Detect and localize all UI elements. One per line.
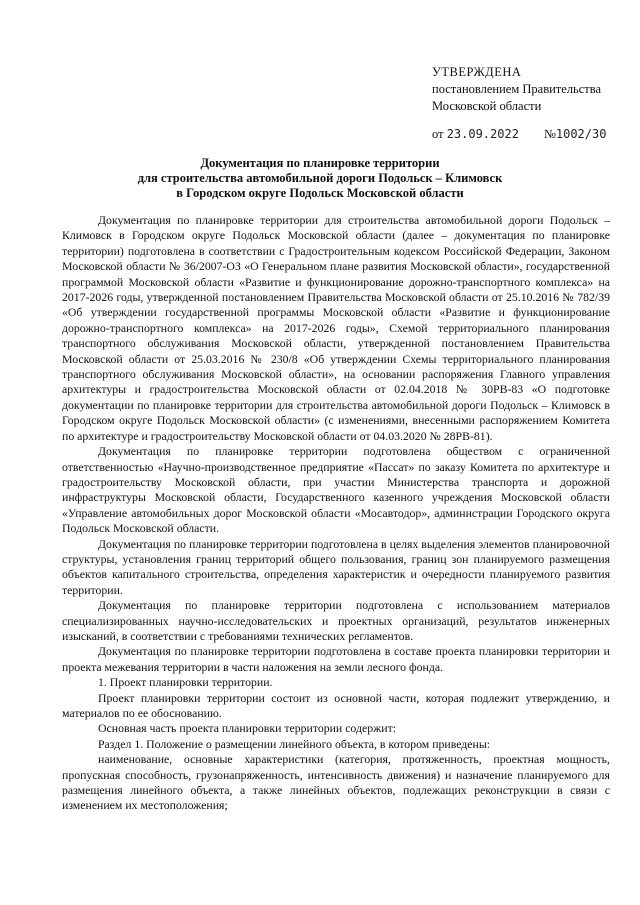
- document-body: [62, 213, 610, 814]
- title-line-3: в Городском округе Подольск Московской области: [176, 186, 464, 200]
- paragraph: Основная часть проекта планировки территории содержит:: [98, 721, 397, 736]
- approval-region: Московской области: [432, 99, 542, 113]
- paragraph: Проект планировки территории состоит из основной части, которая подлежит утверждению, и материалов по ее обоснованию.: [62, 690, 610, 720]
- order-reference: [432, 127, 606, 142]
- paragraph: наименование, основные характеристики (категория, протяженность, проектная мощность, пропускная способность, грузонапряженность, интенсивность движения) и назначение планируемого для размещения линейного объекта, а также линейных объектов, подлежащих реконструкции в связи с изменением их местоположения;: [62, 752, 610, 813]
- paragraph: Документация по планировке территории подготовлена в целях выделения элементов планировочной структуры, установления границ территорий общего пользования, границ зон планируемого размещения объектов капитального строительства, определения характеристик и очередности планируемого развития территории.: [62, 536, 610, 597]
- approval-authority: постановлением Правительства: [432, 82, 602, 96]
- approval-word: УТВЕРЖДЕНА: [432, 65, 522, 79]
- paragraph: Раздел 1. Положение о размещении линейного объекта, в котором приведены:: [98, 736, 491, 751]
- order-date: 23.09.2022: [446, 127, 519, 141]
- document-title: [120, 156, 520, 201]
- approval-stamp: [432, 64, 601, 115]
- paragraph: Документация по планировке территории для строительства автомобильной дороги Подольск – Климовск в Городском округе Подольск Московской области (далее – документация по планировке территории) подготовлена в соответствии с Градостроительным кодексом Российской Федерации, Законом Московской области № 36/2007-ОЗ «О Генеральном плане развития Московской области», государственной программой Московской области «Развитие и функционирование дорожно-транспортного комплекса» на 2017-2026 годы, утвержденной постановлением Правительства Московской области от 25.10.2016 № 782/39 «Об утверждении государственной программы Московской области «Развитие и функционирование дорожно-транспортного комплекса» на 2017-2026 годы», Схемой территориального планирования транспортного обслуживания Московской области, утвержденной постановлением Правительства Московской области от 25.03.2016 № 230/8 «Об утверждении Схемы территориального планирования транспортного обслуживания Московской области», на основании распоряжения Главного управления архитектуры и градостроительства Московской области от 02.04.2018 № 30РВ-83 «О подготовке документации по планировке территории для строительства автомобильной дороги Подольск – Климовск в Городском округе Подольск Московской области» (с изменениями, внесенными распоряжением Комитета по архитектуре и градостроительству Московской области от 04.03.2020 № 28РВ-81).: [62, 213, 610, 443]
- paragraph: Документация по планировке территории подготовлена с использованием материалов специализированных научно-исследовательских и проектных организаций, результатов инженерных изысканий, в соответствии с требованиями технических регламентов.: [62, 598, 610, 643]
- order-number: 1002/30: [555, 127, 607, 141]
- section-heading: 1. Проект планировки территории.: [98, 675, 273, 690]
- title-line-1: Документация по планировке территории: [200, 156, 440, 170]
- order-number-prefix: №: [543, 127, 556, 141]
- title-line-2: для строительства автомобильной дороги Подольск – Климовск: [137, 171, 503, 185]
- paragraph: Документация по планировке территории подготовлена в составе проекта планировки территории и проекта межевания территории в части наложения на земли лесного фонда.: [62, 644, 610, 674]
- paragraph: Документация по планировке территории подготовлена обществом с ограниченной ответственностью «Научно-производственное предприятие «Пассат» по заказу Комитета по архитектуре и градостроительству Московской области, при участии Министерства транспорта и дорожной инфраструктуры Московской области, Государственного казенного учреждения Московской области «Управление автомобильных дорог Московской области «Мосавтодор», администрации Городского округа Подольск Московской области.: [62, 444, 610, 536]
- order-date-prefix: от: [432, 127, 444, 141]
